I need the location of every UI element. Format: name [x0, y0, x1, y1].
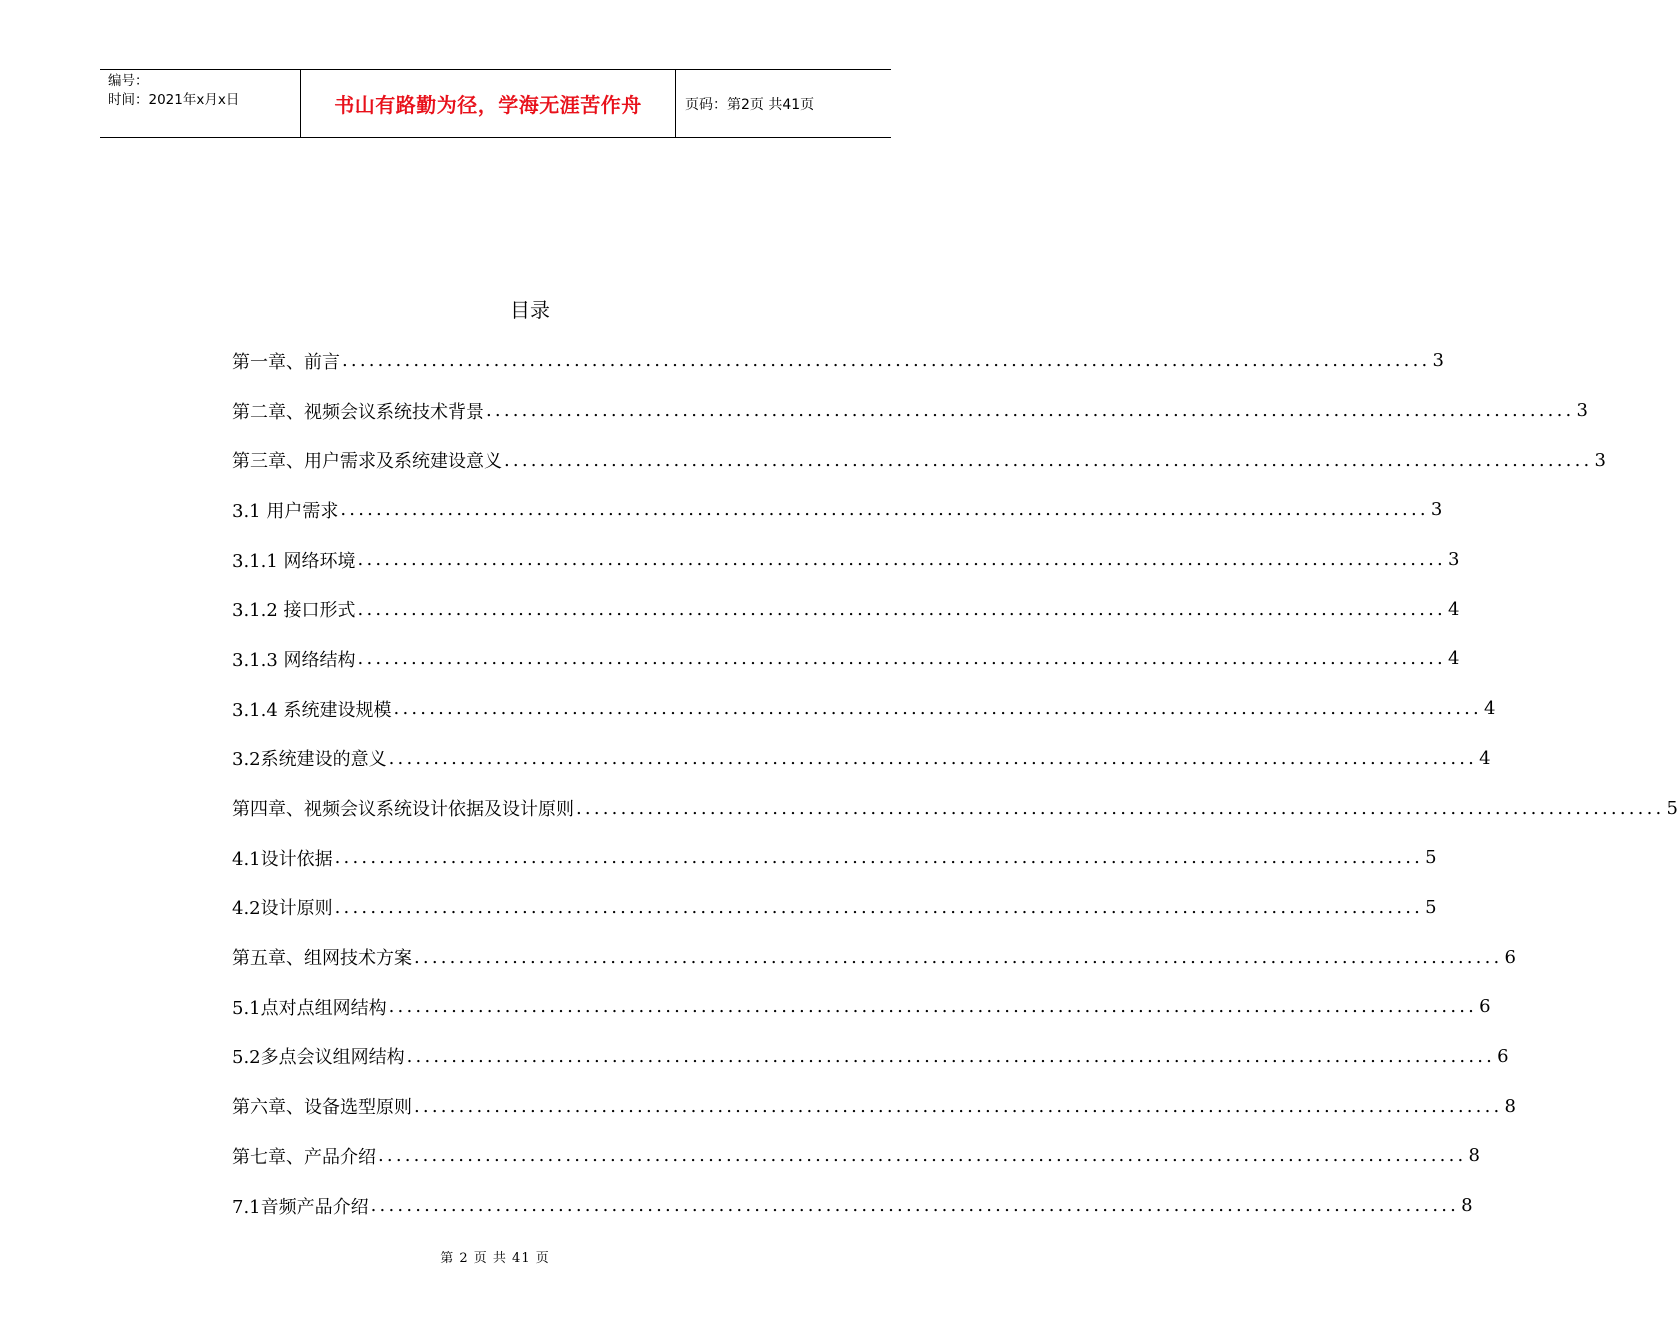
toc-entry[interactable] [232, 932, 1516, 982]
toc-entry[interactable] [232, 1081, 1516, 1131]
toc-entry[interactable] [232, 1032, 1509, 1082]
toc-entry[interactable] [232, 584, 1460, 634]
toc-entry-page: 4 [1479, 747, 1491, 769]
toc-entry[interactable] [232, 435, 1606, 485]
toc-entry-label: 3.1.4 系统建设规模 [232, 699, 392, 721]
toc-entry[interactable] [232, 684, 1496, 734]
toc-entry-page: 3 [1594, 449, 1606, 471]
table-of-contents [232, 336, 1678, 1230]
toc-leader-dots: .......................................................................................................................... [576, 797, 1665, 819]
header-page-info: 页码：第2页 共41页 [685, 96, 815, 113]
header-motto: 书山有路勤为径，学海无涯苦作舟 [301, 70, 676, 137]
toc-entry-label: 3.1.1 网络环境 [232, 550, 356, 572]
toc-entry-label: 第五章、组网技术方案 [232, 948, 412, 970]
toc-entry[interactable] [232, 783, 1678, 833]
toc-entry-label: 3.1.2 接口形式 [232, 600, 356, 622]
toc-entry-label: 3.2系统建设的意义 [232, 749, 387, 771]
page-footer: 第 2 页 共 41 页 [440, 1251, 550, 1266]
toc-entry-page: 8 [1504, 1095, 1516, 1117]
toc-entry-page: 3 [1430, 499, 1443, 521]
toc-leader-dots: .......................................................................................................................... [370, 1195, 1460, 1217]
toc-entry-label: 7.1音频产品介绍 [232, 1196, 369, 1218]
page-header [100, 69, 891, 138]
toc-leader-dots: .......................................................................................................................... [414, 946, 1503, 968]
toc-leader-dots: .......................................................................................................................... [388, 747, 1478, 769]
toc-entry-page: 5 [1425, 896, 1437, 918]
toc-entry-page: 4 [1447, 648, 1460, 670]
toc-entry-label: 5.2多点会议组网结构 [232, 1047, 405, 1069]
toc-entry-page: 5 [1666, 797, 1678, 819]
toc-entry-label: 第七章、产品介绍 [232, 1146, 376, 1168]
toc-entry[interactable] [232, 1181, 1473, 1231]
toc-entry-label: 5.1点对点组网结构 [232, 997, 387, 1019]
toc-leader-dots: .......................................................................................................................... [357, 549, 1446, 571]
toc-leader-dots: .......................................................................................................................... [504, 449, 1593, 471]
toc-entry-label: 第六章、设备选型原则 [232, 1097, 412, 1119]
toc-entry[interactable] [232, 634, 1460, 684]
toc-entry-page: 5 [1425, 847, 1437, 869]
toc-entry[interactable] [232, 883, 1437, 933]
toc-entry-page: 8 [1468, 1145, 1480, 1167]
toc-entry-label: 第二章、视频会议系统技术背景 [232, 401, 484, 423]
toc-leader-dots: .......................................................................................................................... [414, 1095, 1503, 1117]
toc-leader-dots: .......................................................................................................................... [378, 1145, 1467, 1167]
toc-leader-dots: .......................................................................................................................... [357, 648, 1446, 670]
toc-entry-page: 6 [1504, 946, 1516, 968]
toc-entry-label: 第四章、视频会议系统设计依据及设计原则 [232, 799, 574, 821]
toc-title: 目录 [510, 298, 550, 322]
toc-entry[interactable] [232, 1131, 1480, 1181]
toc-entry-page: 4 [1447, 598, 1460, 620]
toc-entry-page: 6 [1479, 996, 1491, 1018]
toc-entry[interactable] [232, 982, 1491, 1032]
toc-entry-page: 3 [1447, 549, 1460, 571]
toc-entry-label: 4.1设计依据 [232, 848, 333, 870]
toc-leader-dots: .......................................................................................................................... [334, 847, 1424, 869]
toc-entry-label: 第一章、前言 [232, 351, 340, 373]
toc-leader-dots: .......................................................................................................................... [393, 698, 1482, 720]
toc-entry-label: 3.1 用户需求 [232, 500, 339, 522]
toc-leader-dots: .......................................................................................................................... [334, 896, 1424, 918]
toc-entry[interactable] [232, 386, 1588, 436]
number-label: 编号： [108, 73, 149, 89]
toc-entry-page: 3 [1432, 350, 1444, 372]
toc-entry-label: 3.1.3 网络结构 [232, 649, 356, 671]
time-label: 时间：2021年x月x日 [108, 92, 240, 108]
toc-entry[interactable] [232, 535, 1460, 585]
toc-leader-dots: .......................................................................................................................... [342, 350, 1431, 372]
toc-entry-page: 3 [1576, 400, 1588, 422]
toc-entry-page: 6 [1497, 1045, 1509, 1067]
toc-entry-label: 4.2设计原则 [232, 898, 333, 920]
toc-entry[interactable] [232, 485, 1443, 535]
toc-leader-dots: .......................................................................................................................... [340, 499, 1429, 521]
toc-entry-page: 4 [1483, 698, 1496, 720]
toc-leader-dots: .......................................................................................................................... [406, 1045, 1496, 1067]
toc-entry[interactable] [232, 734, 1491, 784]
toc-entry-page: 8 [1461, 1195, 1473, 1217]
toc-entry[interactable] [232, 336, 1444, 386]
toc-leader-dots: .......................................................................................................................... [357, 598, 1446, 620]
toc-entry[interactable] [232, 833, 1437, 883]
toc-leader-dots: .......................................................................................................................... [486, 400, 1575, 422]
toc-entry-label: 第三章、用户需求及系统建设意义 [232, 451, 502, 473]
toc-leader-dots: .......................................................................................................................... [388, 996, 1478, 1018]
header-meta [100, 70, 301, 137]
